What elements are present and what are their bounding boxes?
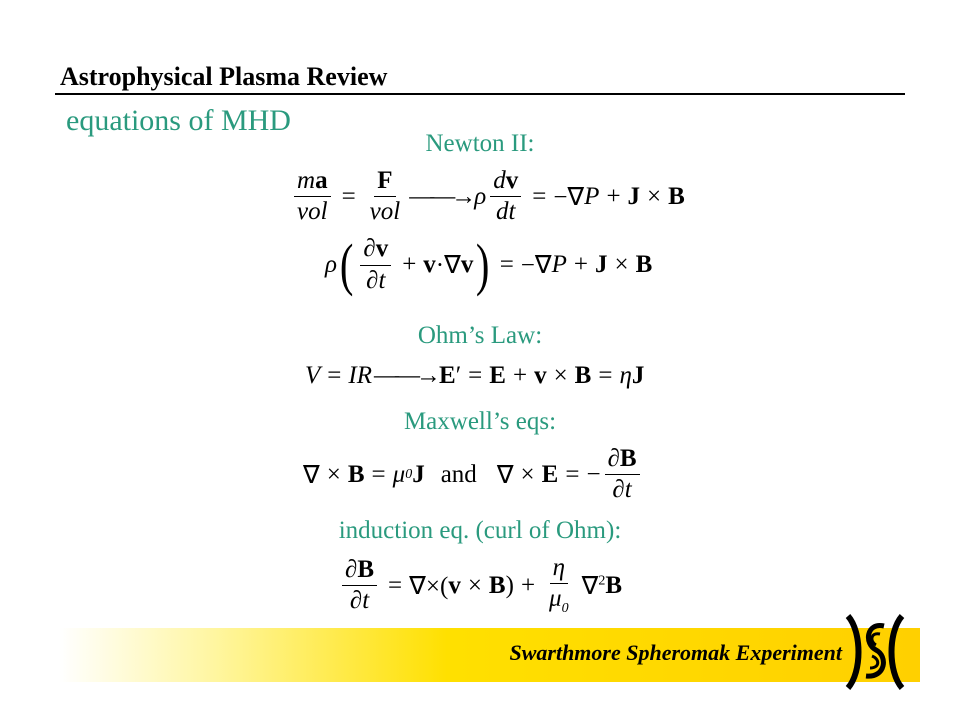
fraction-dv-dt: $\frac{dv}{dt}$: [490, 168, 521, 226]
fraction-eta-mu: $\frac{\eta}{\mu_0}$: [549, 554, 569, 617]
slide-title: Astrophysical Plasma Review: [60, 62, 388, 91]
fraction-db-dt: $\frac{\partial B}{\partial t}$: [605, 446, 640, 504]
and-word: and: [440, 460, 477, 488]
equation-ohm: V = IR ——→ E ′ = E + v × B = η J: [305, 362, 645, 389]
ssx-logo-icon: [840, 612, 910, 692]
heading-induction-label: induction eq. (curl of Ohm):: [338, 517, 622, 544]
heading-maxwell: [0, 408, 960, 436]
heading-newton: [0, 130, 960, 158]
heading-induction: [0, 517, 960, 545]
equation-momentum: ρ ( $\frac{\partial v}{\partial t}$ + v ·∇ v ) = −∇ P + J × B: [325, 232, 653, 297]
footer-text: Swarthmore Spheromak Experiment: [509, 640, 842, 665]
equation-newton-force: $\frac{ma}{\text{vol}}$ = $\frac{F}{\text{vol}}$ ——→ ρ $\frac{dv}{dt}$ = −∇ P + J × B: [290, 168, 685, 226]
equation-maxwell: ∇ × B = μ 0 J and ∇ × E = − $\frac{\partial B}{\partial t}$: [303, 446, 644, 504]
fraction-db-dt-induction: $\frac{\partial B}{\partial t}$: [342, 557, 377, 615]
title-underline: [55, 93, 905, 95]
slide-subtitle: equations of MHD: [66, 104, 291, 137]
fraction-f-vol: $\frac{F}{\text{vol}}$: [369, 167, 401, 226]
equation-induction: $\frac{\partial B}{\partial t}$ = ∇×( v × B ) + $\frac{\eta}{\mu_0}$ ∇$^2$ B: [338, 555, 622, 617]
fraction-ma-vol: $\frac{ma}{\text{vol}}$: [294, 168, 331, 226]
heading-ohm-label: Ohm’s Law:: [417, 322, 543, 349]
heading-ohm: [0, 322, 960, 350]
fraction-dv-dt-partial: $\frac{\partial v}{\partial t}$: [360, 236, 391, 294]
heading-maxwell-label: Maxwell’s eqs:: [403, 408, 557, 435]
heading-newton-label: Newton II:: [425, 130, 535, 157]
